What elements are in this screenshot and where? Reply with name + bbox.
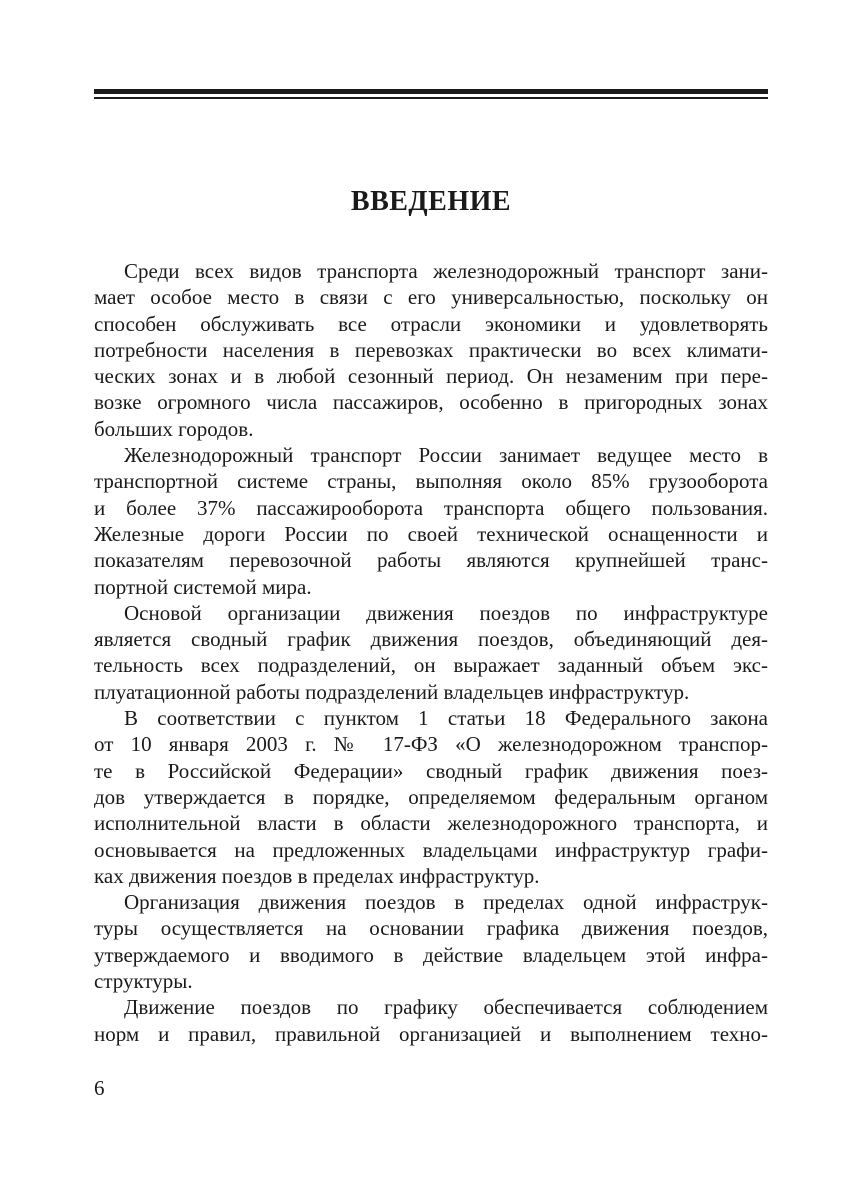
text-line: Основой организации движения поездов по инфраструктуре	[124, 600, 768, 625]
text-line: норм и правил, правильной организацией и выполнением техно-	[94, 1021, 768, 1046]
text-line: является сводный график движения поездов, объединяющий дея-	[94, 627, 768, 652]
text-line: тельность всех подразделений, он выражает заданный объем экс-	[94, 653, 768, 678]
text-line: мает особое место в связи с его универсальностью, поскольку он	[94, 285, 768, 310]
text-line: утверждаемого и вводимого в действие владельцем этой инфра-	[94, 942, 768, 967]
text-line: транспортной системе страны, выполняя около 85% грузооборота	[94, 469, 768, 494]
text-line: потребности населения в перевозках практически во всех климати-	[94, 337, 768, 362]
text-line: от 10 января 2003 г. № 17-ФЗ «О железнодорожном транспор-	[94, 732, 768, 757]
text-line: Среди всех видов транспорта железнодорожный транспорт зани-	[124, 259, 768, 283]
text-line: туры осуществляется на основании графика движения поездов,	[94, 916, 768, 941]
text-line: основывается на предложенных владельцами инфраструктур графи-	[94, 837, 768, 862]
text-line: те в Российской Федерации» сводный график движения поез-	[94, 758, 768, 783]
text-line: показателям перевозочной работы являются крупнейшей транс-	[94, 548, 768, 573]
text-line: дов утверждается в порядке, определяемом федеральным органом	[94, 784, 768, 809]
text-line: портной системой мира.	[94, 574, 312, 599]
text-line: В соответствии с пунктом 1 статьи 18 Федерального закона	[124, 706, 768, 731]
text-line: ках движения поездов в пределах инфраструктур.	[94, 863, 540, 888]
text-line: и более 37% пассажирооборота транспорта общего пользования.	[94, 495, 768, 520]
top-rule-thick	[94, 89, 768, 94]
body-text	[94, 258, 768, 1047]
text-line: больших городов.	[94, 416, 254, 441]
text-line: структуры.	[94, 969, 193, 994]
text-line: Движение поездов по графику обеспечивается соблюдением	[124, 995, 768, 1020]
text-line: исполнительной власти в области железнодорожного транспорта, и	[94, 811, 768, 836]
text-line: способен обслуживать все отрасли экономики и удовлетворять	[94, 311, 768, 336]
top-rule-thin	[94, 97, 768, 99]
text-line: плуатационной работы подразделений владельцев инфраструктур.	[94, 679, 690, 704]
text-line: возке огромного числа пассажиров, особенно в пригородных зонах	[94, 390, 768, 415]
text-line: ческих зонах и в любой сезонный период. Он незаменим при пере-	[94, 364, 768, 389]
text-line: Железные дороги России по своей технической оснащенности и	[94, 521, 768, 546]
page-number: 6	[94, 1076, 105, 1100]
text-line: Железнодорожный транспорт России занимает ведущее место в	[124, 443, 768, 468]
text-line: Организация движения поездов в пределах одной инфраструк-	[124, 890, 768, 915]
chapter-heading: ВВЕДЕНИЕ	[350, 186, 512, 217]
